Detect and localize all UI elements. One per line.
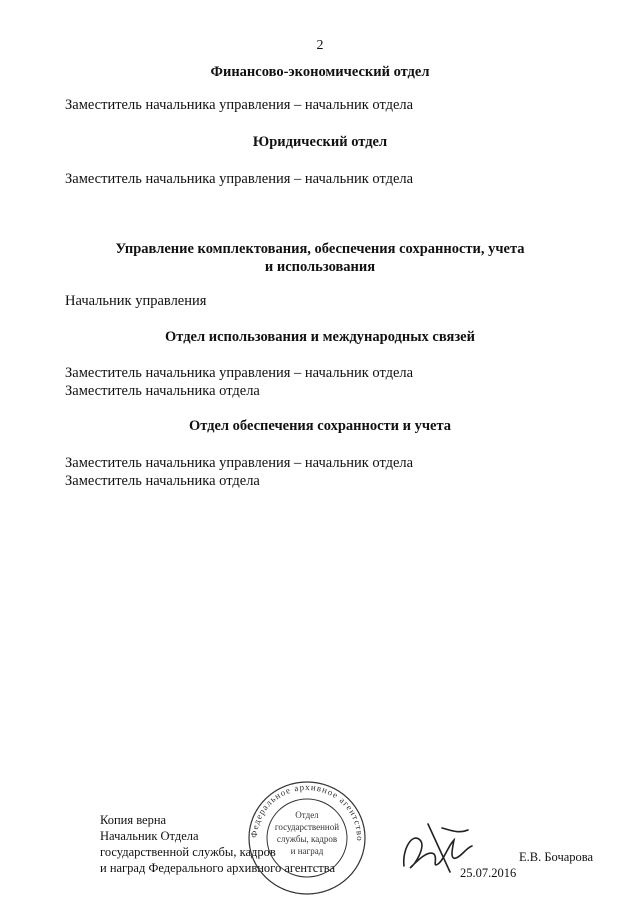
- section-heading-usage-international: Отдел использования и международных связей: [165, 329, 475, 345]
- position-line: Заместитель начальника управления – начальник отдела: [65, 455, 414, 471]
- position-line: Заместитель начальника отдела: [65, 383, 260, 399]
- stamp-center-line: и наград: [290, 846, 324, 856]
- certification-line: Начальник Отдела: [100, 829, 199, 843]
- section-heading-acquisition-line2: и использования: [264, 259, 376, 275]
- stamp-center-line: Отдел: [295, 810, 319, 820]
- certification-date: 25.07.2016: [460, 866, 517, 880]
- page-number: 2: [316, 38, 324, 53]
- position-line: Заместитель начальника управления – начальник отдела: [65, 97, 414, 113]
- position-line: Заместитель начальника отдела: [65, 473, 260, 489]
- certification-line: и наград Федерального архивного агентства: [100, 861, 336, 875]
- certification-line: Копия верна: [100, 813, 167, 827]
- position-line: Начальник управления: [65, 293, 207, 309]
- certification-line: государственной службы, кадров: [100, 845, 276, 859]
- position-line: Заместитель начальника управления – начальник отдела: [65, 365, 414, 381]
- section-heading-legal: Юридический отдел: [252, 134, 388, 150]
- official-stamp: [243, 778, 371, 898]
- stamp-center-line: государственной: [274, 822, 340, 832]
- section-heading-finance: Финансово-экономический отдел: [210, 64, 430, 80]
- position-line: Заместитель начальника управления – начальник отдела: [65, 171, 414, 187]
- signer-name: Е.В. Бочарова: [519, 850, 594, 864]
- section-heading-preservation: Отдел обеспечения сохранности и учета: [188, 418, 452, 434]
- section-heading-acquisition-line1: Управление комплектования, обеспечения сохранности, учета: [115, 241, 525, 257]
- stamp-center-line: службы, кадров: [276, 834, 338, 844]
- stamp-ring-text: Федеральное архивное агентство: [248, 781, 366, 842]
